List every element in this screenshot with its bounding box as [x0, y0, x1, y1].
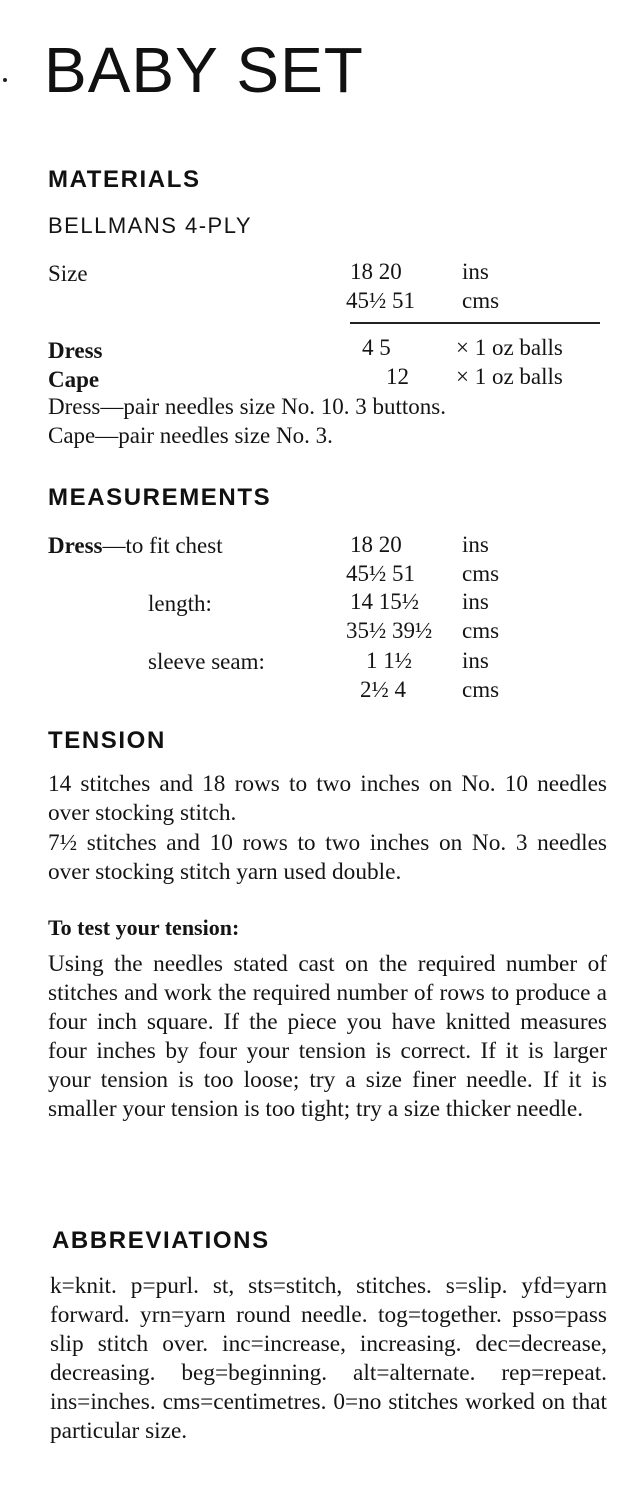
chest-cms-unit: cms: [462, 561, 500, 586]
cape-label: Cape: [48, 367, 100, 392]
table-rule: [350, 322, 600, 324]
sleeve-cms-unit: cms: [462, 677, 500, 702]
length-cms-values: 35½ 39½: [346, 618, 433, 643]
length-ins-values: 14 15½: [350, 589, 419, 614]
chest-cms-values: 45½ 51: [346, 561, 415, 586]
size-cms-unit: cms: [462, 288, 500, 313]
size-ins-unit: ins: [462, 259, 489, 284]
dress-unit: × 1 oz balls: [456, 335, 563, 360]
size-cms-values: 45½ 51: [346, 288, 415, 313]
length-label: length:: [148, 591, 212, 616]
length-ins-unit: ins: [462, 589, 489, 614]
chest-ins-values: 18 20: [350, 532, 402, 557]
cape-needles: Cape—pair needles size No. 3.: [48, 423, 333, 448]
measure-dress-label: Dress: [48, 533, 103, 558]
test-tension-text: Using the needles stated cast on the required number of stitches and work the required number of rows to produce a four inch square. If the piece you have knitted measures four inches by four your tension is correct. If it is larger your tension is too loose; try a size finer needle. If it is smaller your tension is too tight; try a size thicker needle.: [48, 951, 607, 1122]
yarn-brand: BELLMANS 4-PLY: [48, 213, 253, 238]
cape-unit: × 1 oz balls: [456, 364, 563, 389]
dress-qty: 4 5: [362, 335, 391, 360]
measurements-heading: MEASUREMENTS: [48, 484, 272, 511]
cape-qty: 12: [386, 364, 409, 389]
page-title: BABY SET: [44, 34, 364, 106]
abbreviations-heading: ABBREVIATIONS: [52, 1227, 270, 1254]
sleeve-ins-values: 1 1½: [366, 648, 412, 673]
abbreviations-text: k=knit. p=purl. st, sts=stitch, stitches. s=slip. yfd=yarn forward. yrn=yarn round needle. tog=together. psso=pass slip stitch over. inc=increase, increasing. dec=decrease, decreasing. beg=beginning. alt=alternate. rep=repeat. ins=inches. cms=centimetres. 0=no stitches worked on that particular size.: [50, 1273, 607, 1444]
size-ins-values: 18 20: [350, 259, 402, 284]
tension-text-2: 7½ stitches and 10 rows to two inches on No. 3 needles over stocking stitch yarn used double.: [48, 830, 607, 885]
fit-chest-text: —to fit chest: [102, 533, 223, 558]
materials-heading: MATERIALS: [48, 166, 201, 193]
size-label: Size: [48, 261, 88, 286]
dress-needles: Dress—pair needles size No. 10. 3 buttons.: [48, 394, 446, 419]
fit-chest-label: [48, 532, 223, 560]
sleeve-ins-unit: ins: [462, 648, 489, 673]
tension-heading: TENSION: [48, 727, 166, 754]
dress-label: Dress: [48, 338, 103, 363]
sleeve-cms-values: 2½ 4: [360, 677, 406, 702]
test-tension-heading: To test your tension:: [48, 915, 240, 940]
chest-ins-unit: ins: [462, 532, 489, 557]
sleeve-seam-label: sleeve seam:: [148, 649, 265, 674]
stray-dot-mark: [3, 78, 7, 82]
length-cms-unit: cms: [462, 618, 500, 643]
tension-text: 14 stitches and 18 rows to two inches on No. 10 needles over stocking stitch.: [48, 771, 607, 826]
